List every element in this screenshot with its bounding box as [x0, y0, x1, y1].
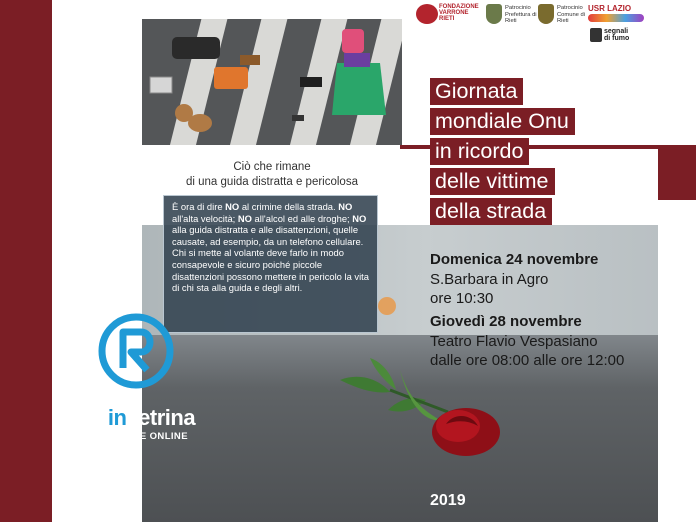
prefettura-logo: Patrocinio Prefettura di Rieti [486, 2, 540, 28]
crosswalk-photo [142, 19, 402, 145]
segnali-di-fumo-icon [590, 28, 602, 42]
fondazione-emblem-icon [416, 4, 438, 24]
awareness-message: È ora di dire NO al crimine della strada. NO all'alta velocità; NO all'alcol ed alle droghe; NO alla guida distratta e alle disattenzioni, quelle causate, ad esempio, da un telefono cellulare. Chi si mette al volante deve farlo in modo consapevole e sicuro poiché piccole disattenzioni possono mettere in pericolo la vita di chi sta alla guida e degli altri. [172, 201, 369, 294]
event-headline [430, 78, 575, 228]
event-schedule [430, 250, 624, 370]
event-2-date: Giovedì 28 novembre [430, 313, 582, 330]
event-1-place: S.Barbara in Agro [430, 271, 549, 288]
rietinvetrina-wordmark: rietiinvetrina [70, 405, 196, 430]
rietinvetrina-tagline: MAZIONE ONLINE [100, 431, 188, 442]
headline-line-3: in ricordo [430, 138, 529, 165]
segnali-di-fumo-logo: segnali di fumo [590, 28, 640, 44]
headline-line-5: della strada [430, 198, 552, 225]
event-1-time: ore 10:30 [430, 290, 494, 307]
fondazione-varrone-logo: FONDAZIONE VARRONE RIETI [416, 2, 468, 26]
caption-line-1: Ciò che rimane [233, 161, 311, 173]
comune-logo: Patrocinio Comune di Rieti [538, 2, 592, 28]
awareness-message-box [163, 195, 378, 333]
prefettura-crest-icon [486, 4, 502, 24]
partner-logos [416, 2, 648, 28]
photo-caption [142, 160, 402, 190]
headline-line-2: mondiale Onu [430, 108, 575, 135]
usr-lazio-bars-icon [588, 14, 644, 22]
right-brand-tab [658, 145, 696, 200]
event-1-date: Domenica 24 novembre [430, 251, 599, 268]
left-brand-band [0, 0, 52, 522]
event-2-place: Teatro Flavio Vespasiano [430, 333, 598, 350]
scattered-objects-illustration [142, 19, 402, 145]
comune-crest-icon [538, 4, 554, 24]
headline-line-4: delle vittime [430, 168, 555, 195]
event-year: 2019 [430, 492, 466, 509]
caption-line-2: di una guida distratta e pericolosa [186, 176, 358, 188]
headline-line-1: Giornata [430, 78, 523, 105]
rietinvetrina-logo-icon [95, 310, 177, 392]
traffic-light-glow [378, 297, 396, 315]
event-2-time: dalle ore 08:00 alle ore 12:00 [430, 352, 625, 369]
usr-lazio-logo: USR LAZIO [588, 2, 646, 26]
